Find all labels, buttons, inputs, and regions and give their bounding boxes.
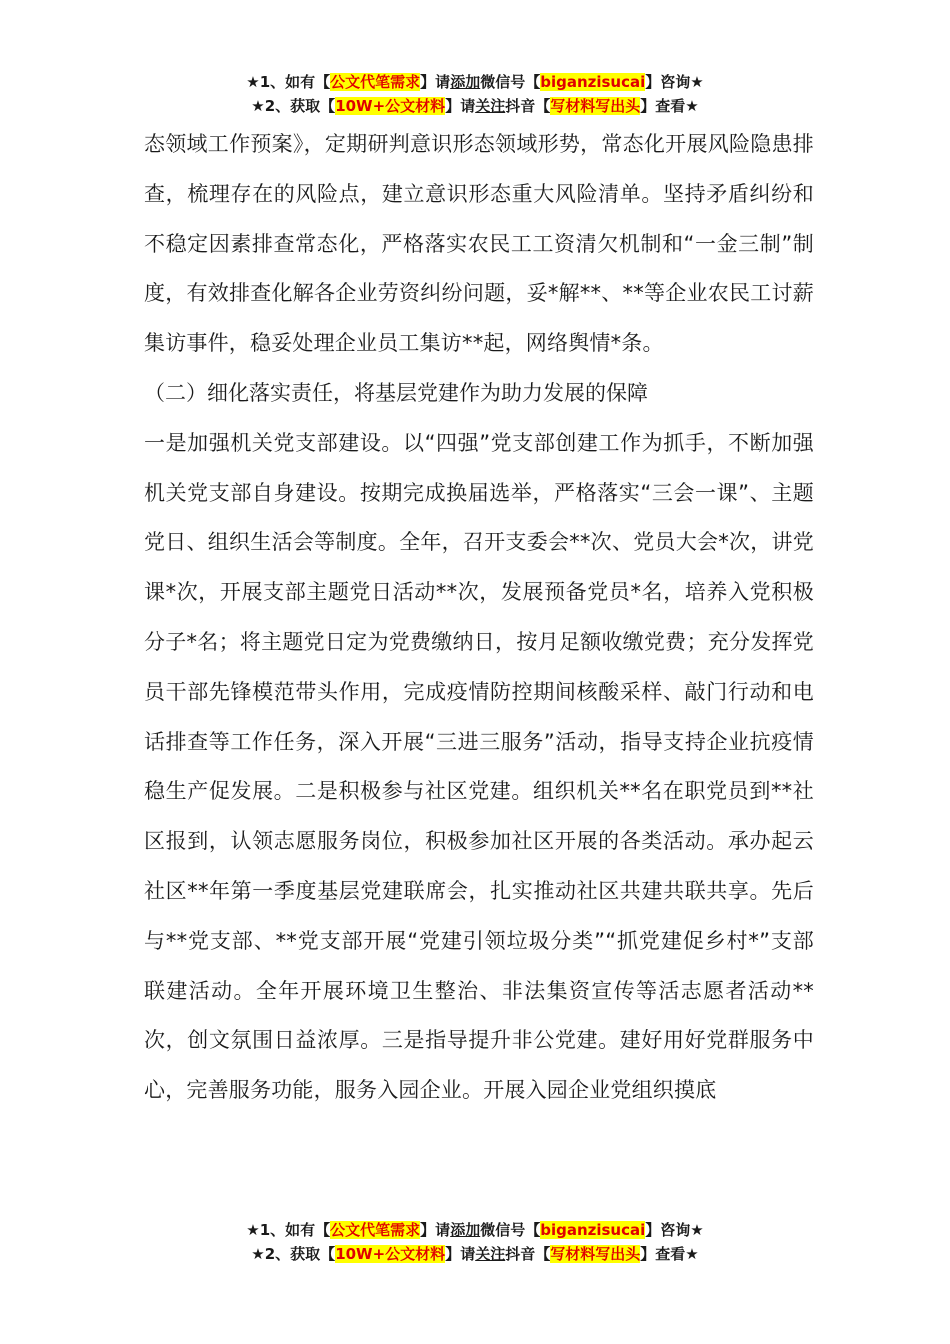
bottom-banner [0, 1218, 950, 1266]
banner-text: 】咨询★ [645, 1221, 704, 1239]
document-body [144, 120, 814, 1116]
paragraph-1: 态领域工作预案》，定期研判意识形态领域形势，常态化开展风险隐患排查，梳理存在的风险点，建立意识形态重大风险清单。坚持矛盾纠纷和不稳定因素排查常态化，严格落实农民工工资清欠机制和“一金三制”制度，有效排查化解各企业劳资纠纷问题，妥*解**、**等企业农民工讨薪集访事件，稳妥处理企业员工集访**起，网络舆情*条。 [144, 132, 814, 356]
top-banner [0, 70, 950, 118]
banner-text: 微信号【 [480, 73, 541, 91]
banner-text: 抖音【 [505, 1245, 551, 1263]
banner-text: ★1、如有【 [246, 1221, 331, 1239]
banner-text: ★2、获取【 [251, 1245, 336, 1263]
banner-emphasis: 关注 [475, 97, 506, 115]
paragraph-2: 一是加强机关党支部建设。以“四强”党支部创建工作为抓手，不断加强机关党支部自身建设。按期完成换届选举，严格落实“三会一课”、主题党日、组织生活会等制度。全年，召开支委会**次、党员大会*次，讲党课*次，开展支部主题党日活动**次，发展预备党员*名，培养入党积极分子*名；将主题党日定为党费缴纳日，按月足额收缴党费；充分发挥党员干部先锋模范带头作用，完成疫情防控期间核酸采样、敲门行动和电话排查等工作任务，深入开展“三进三服务”活动，指导支持企业抗疫情稳生产促发展。二是积极参与社区党建。组织机关**名在职党员到**社区报到，认领志愿服务岗位，积极参加社区开展的各类活动。承办起云社区**年第一季度基层党建联席会，扎实推动社区共建共联共享。先后与**党支部、**党支部开展“党建引领垃圾分类”“抓党建促乡村*”支部联建活动。全年开展环境卫生整治、非法集资宣传等活志愿者活动**次，创文氛围日益浓厚。三是指导提升非公党建。建好用好党群服务中心，完善服务功能，服务入园企业。开展入园企业党组织摸底 [144, 430, 814, 1103]
banner-emphasis: 添加 [450, 1221, 481, 1239]
banner-text: 】请 [420, 1221, 451, 1239]
banner-text: 抖音【 [505, 97, 551, 115]
banner-line-2 [0, 94, 950, 118]
banner-emphasis: 添加 [450, 73, 481, 91]
banner-highlight: biganzisucai [540, 73, 646, 91]
banner-text: 】查看★ [640, 1245, 699, 1263]
banner-highlight: 10W+公文材料 [335, 1245, 446, 1263]
banner-text: ★2、获取【 [251, 97, 336, 115]
banner-highlight: 写材料写出头 [550, 1245, 641, 1263]
section-heading: （二）细化落实责任，将基层党建作为助力发展的保障 [144, 380, 648, 405]
banner-line-2 [0, 1242, 950, 1266]
banner-text: ★1、如有【 [246, 73, 331, 91]
banner-highlight: biganzisucai [540, 1221, 646, 1239]
banner-highlight: 写材料写出头 [550, 97, 641, 115]
banner-highlight: 公文代笔需求 [330, 73, 421, 91]
banner-highlight: 公文代笔需求 [330, 1221, 421, 1239]
banner-line-1 [0, 1218, 950, 1242]
banner-text: 】请 [445, 97, 476, 115]
banner-emphasis: 关注 [475, 1245, 506, 1263]
banner-highlight: 10W+公文材料 [335, 97, 446, 115]
banner-line-1 [0, 70, 950, 94]
banner-text: 】请 [445, 1245, 476, 1263]
banner-text: 】请 [420, 73, 451, 91]
banner-text: 】咨询★ [645, 73, 704, 91]
banner-text: 微信号【 [480, 1221, 541, 1239]
banner-text: 】查看★ [640, 97, 699, 115]
